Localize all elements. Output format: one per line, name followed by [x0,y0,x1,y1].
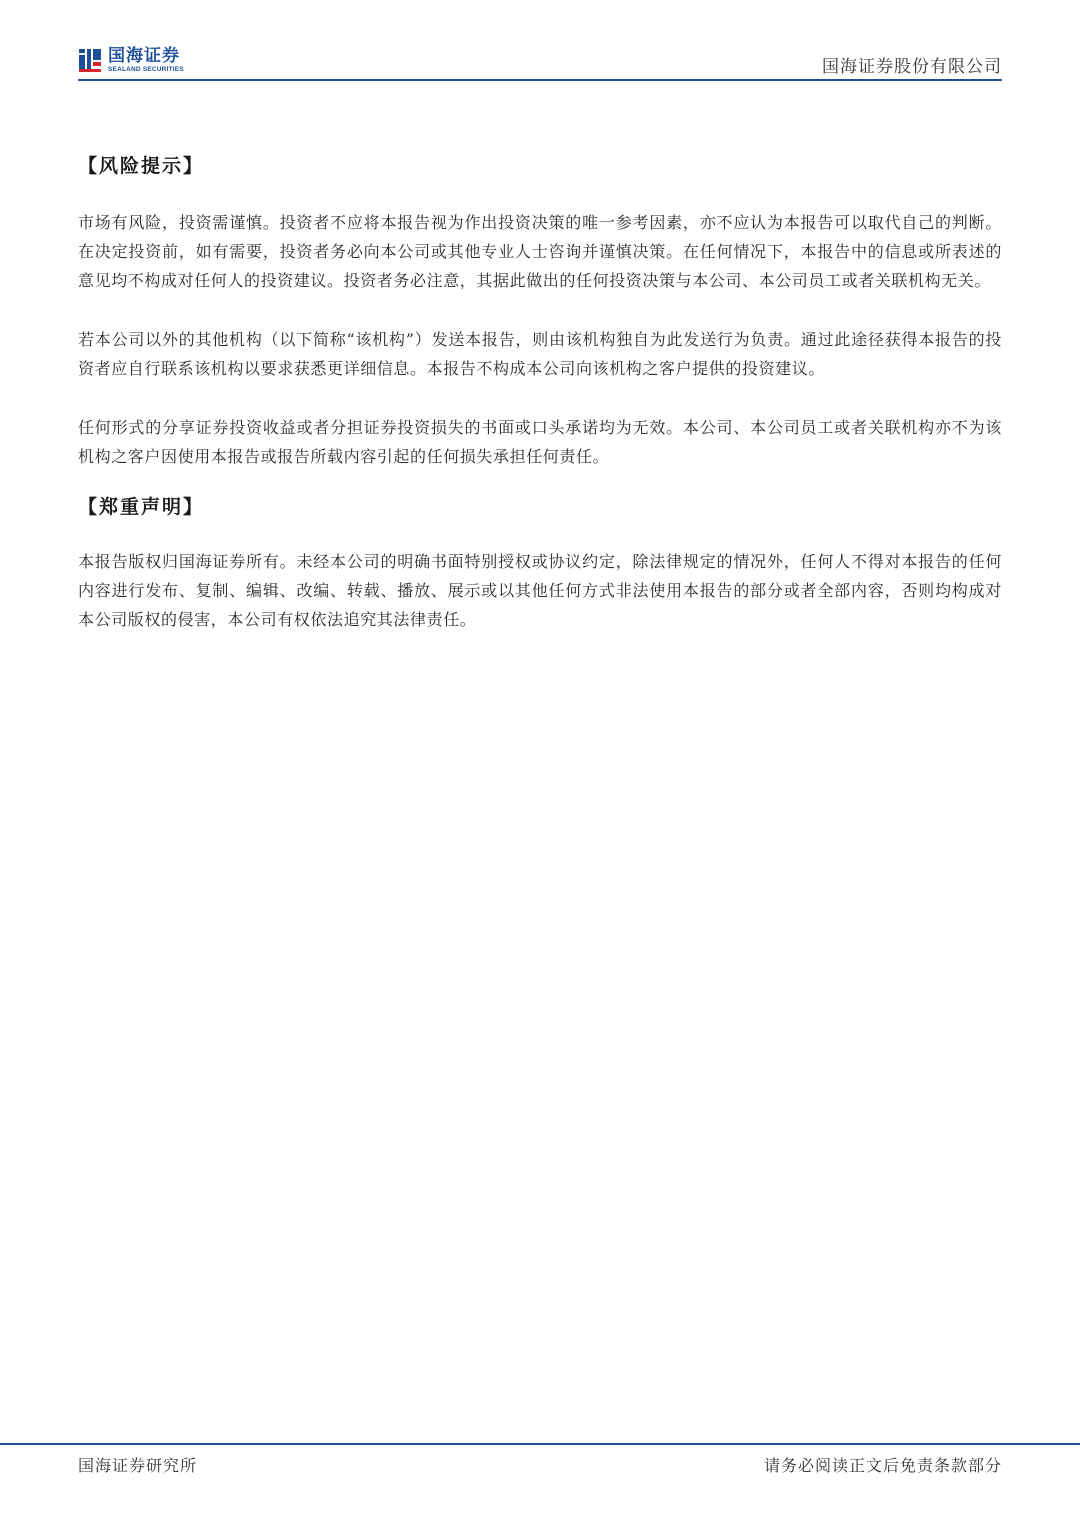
footer-divider [0,1443,1080,1445]
risk-paragraph-2: 若本公司以外的其他机构（以下简称“该机构”）发送本报告，则由该机构独自为此发送行为负责。通过此途径获得本报告的投资者应自行联系该机构以要求获悉更详细信息。本报告不构成本公司向该机构之客户提供的投资建议。 [78,330,1002,378]
statement-paragraph-1: 本报告版权归国海证券所有。未经本公司的明确书面特别授权或协议约定，除法律规定的情况外，任何人不得对本报告的任何内容进行发布、复制、编辑、改编、转载、播放、展示或以其他任何方式非法使用本报告的部分或者全部内容，否则均构成对本公司版权的侵害，本公司有权依法追究其法律责任。 [78,552,1002,629]
logo-english-text: SEALAND SECURITIES [108,66,184,74]
risk-paragraph-3: 任何形式的分享证券投资收益或者分担证券投资损失的书面或口头承诺均为无效。本公司、本公司员工或者关联机构亦不为该机构之客户因使用本报告或报告所载内容引起的任何损失承担任何责任。 [78,418,1002,466]
header-divider [78,79,1002,81]
footer-disclaimer-note: 请务必阅读正文后免责条款部分 [763,1456,1002,1475]
sealand-logo-icon [78,48,102,74]
logo-chinese-text: 国海证券 [108,46,180,67]
page-header [78,40,1002,80]
statement-section-title: 【郑重声明】 [78,496,205,518]
risk-paragraph-1: 市场有风险，投资需谨慎。投资者不应将本报告视为作出投资决策的唯一参考因素，亦不应认为本报告可以取代自己的判断。在决定投资前，如有需要，投资者务必向本公司或其他专业人士咨询并谨慎决策。在任何情况下，本报告中的信息或所表述的意见均不构成对任何人的投资建议。投资者务必注意，其据此做出的任何投资决策与本公司、本公司员工或者关联机构无关。 [78,213,1002,290]
document-body [78,150,1002,634]
company-logo [78,46,184,76]
risk-section-title: 【风险提示】 [78,155,205,177]
footer-institute: 国海证券研究所 [78,1456,198,1475]
company-name: 国海证券股份有限公司 [822,57,1002,77]
